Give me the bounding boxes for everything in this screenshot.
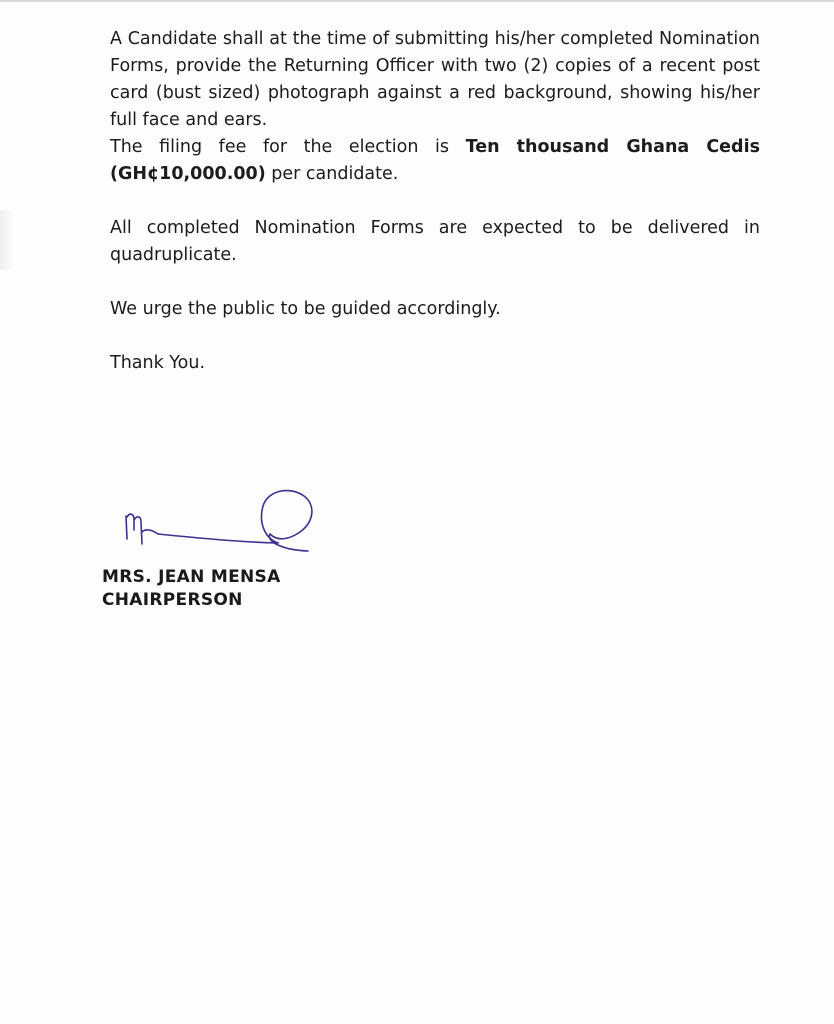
guidance-paragraph: We urge the public to be guided accordingly. — [110, 299, 501, 319]
signatory-name: MRS. JEAN MENSA — [102, 567, 281, 587]
signature-image — [118, 484, 328, 564]
signature-stroke-line — [158, 534, 278, 543]
photo-requirement-paragraph: A Candidate shall at the time of submitting his/her completed Nomination Forms, provide the Returning Officer with two (2) copies of a recent post card (bust sized) photograph against a red background, showing his/her full face and ears. — [110, 29, 760, 130]
signatory-title: CHAIRPERSON — [102, 590, 243, 610]
fee-suffix: per candidate. — [265, 164, 399, 184]
letter-body — [110, 26, 760, 377]
closing-line: Thank You. — [110, 353, 206, 373]
fee-amount: Ten thousand Ghana Cedis (GH¢10,000.00) — [110, 137, 760, 184]
signature-stroke-initial — [126, 514, 158, 544]
fee-prefix: The filing fee for the election is — [110, 137, 466, 157]
quadruplicate-paragraph: All completed Nomination Forms are expected to be delivered in quadruplicate. — [110, 218, 760, 265]
signatory-block — [102, 566, 281, 612]
filing-fee-paragraph — [110, 134, 760, 188]
page-top-edge — [0, 0, 834, 2]
scan-shadow — [0, 210, 14, 270]
